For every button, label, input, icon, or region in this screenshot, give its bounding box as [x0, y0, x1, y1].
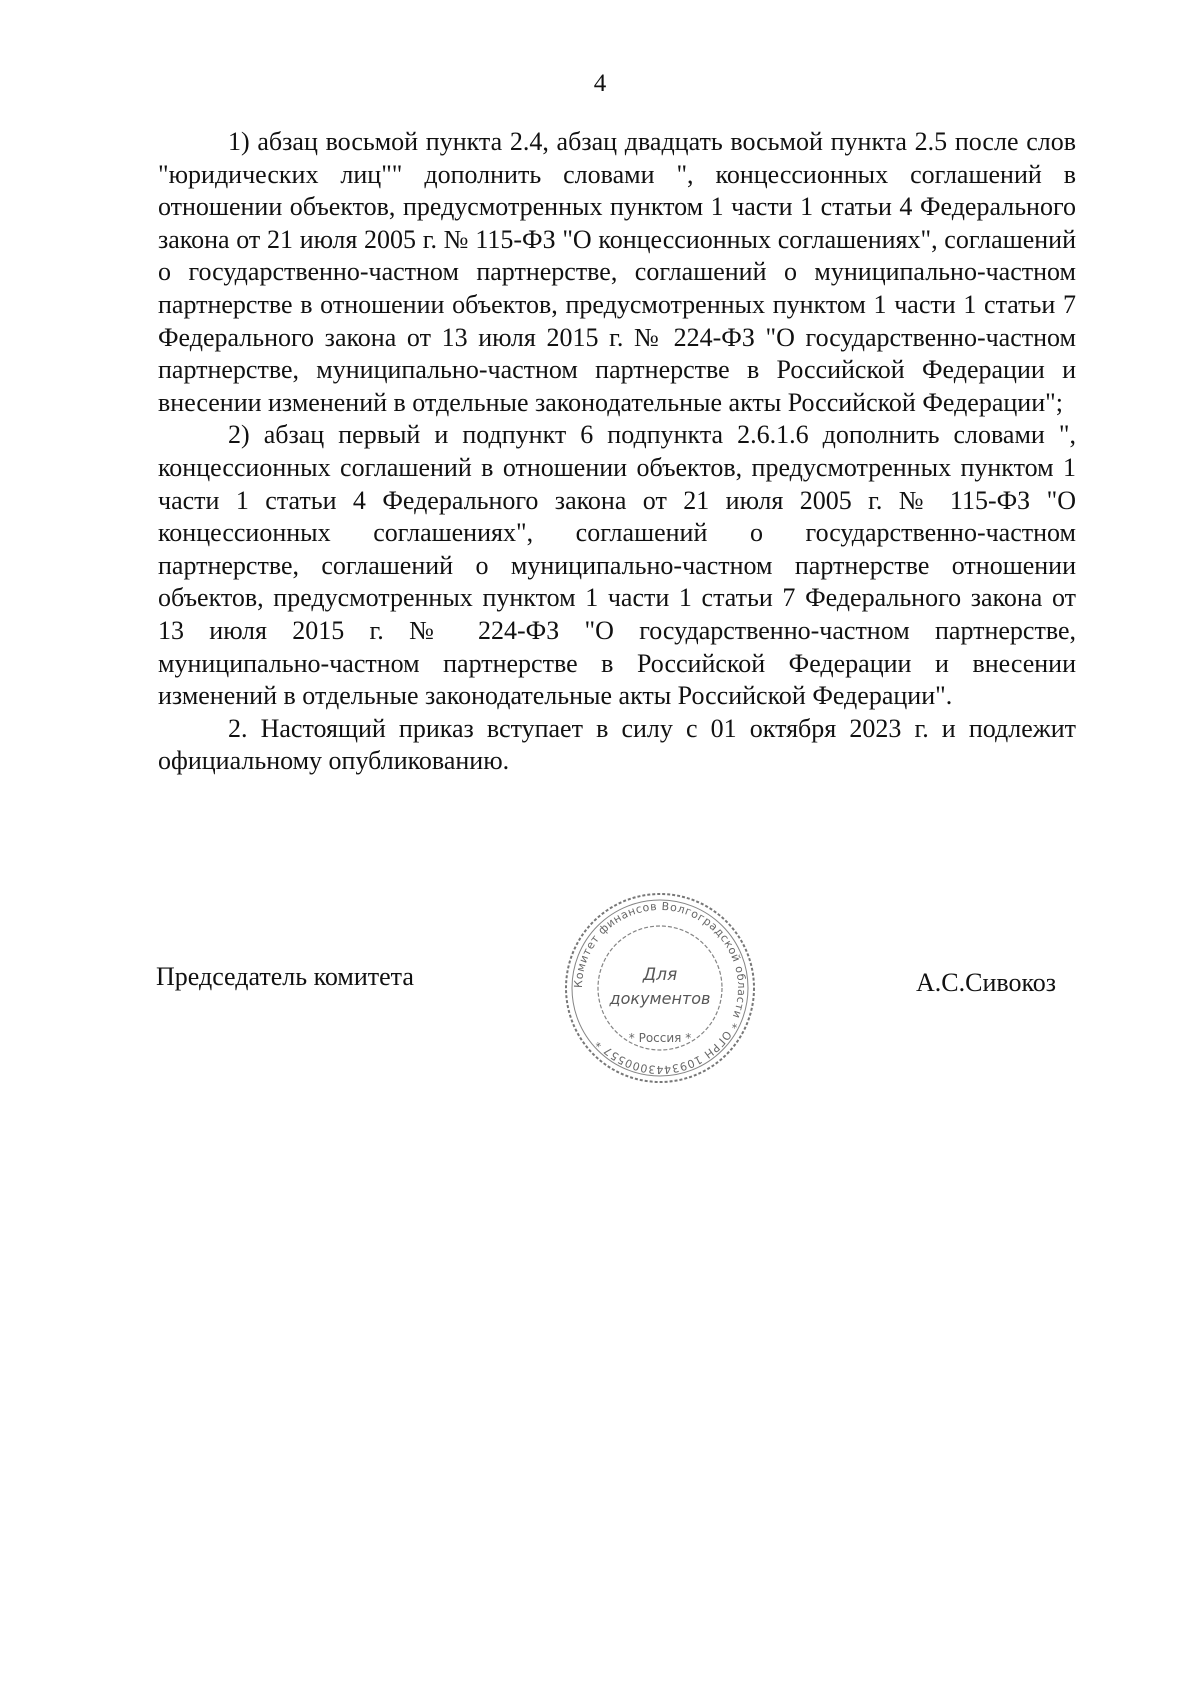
paragraph-item-1: 1) абзац восьмой пункта 2.4, абзац двадцать восьмой пункта 2.5 после слов "юридических лиц"" дополнить словами ", концессионных соглашений в отношении объектов, предусмотренных пунктом 1 части 1 статьи 4 Федерального закона от 21 июля 2005 г. № 115-ФЗ "О концессионных соглашениях", соглашений о государственно-частном партнерстве, соглашений о муниципально-частном партнерстве в отношении объектов, предусмотренных пунктом 1 части 1 статьи 7 Федерального закона от 13 июля 2015 г. № 224-ФЗ "О государственно-частном партнерстве, муниципально-частном партнерстве в Российской Федерации и внесении изменений в отдельные законодательные акты Российской Федерации"; [158, 127, 1076, 417]
signatory-title: Председатель комитета [156, 962, 414, 991]
signatory-name: А.С.Сивокоз [916, 968, 1057, 997]
page-number: 4 [593, 70, 607, 97]
stamp-ring-text: Комитет финансов Волгоградской области * ОГРН 1093443000557 * [571, 899, 749, 1077]
stamp-bottom-text: * Россия * [628, 1031, 692, 1045]
paragraph-item-2: 2) абзац первый и подпункт 6 подпункта 2.6.1.6 дополнить словами ", концессионных соглашений в отношении объектов, предусмотренных пунктом 1 части 1 статьи 4 Федерального закона от 21 июля 2005 г. № 115-ФЗ "О концессионных соглашениях", соглашений о государственно-частном партнерстве, соглашений о муниципально-частном партнерстве отношении объектов, предусмотренных пунктом 1 части 1 статьи 7 Федерального закона от 13 июля 2015 г. № 224-ФЗ "О государственно-частном партнерстве, муниципально-частном партнерстве в Российской Федерации и внесении изменений в отдельные законодательные акты Российской Федерации". [158, 420, 1076, 711]
document-body [158, 126, 1076, 778]
paragraph-effective-date: 2. Настоящий приказ вступает в силу с 01 октября 2023 г. и подлежит официальному опубликованию. [158, 713, 1076, 776]
stamp-center-line-2: документов [609, 989, 711, 1008]
stamp-center-line-1: Для [642, 965, 678, 985]
official-stamp-icon [560, 888, 760, 1088]
